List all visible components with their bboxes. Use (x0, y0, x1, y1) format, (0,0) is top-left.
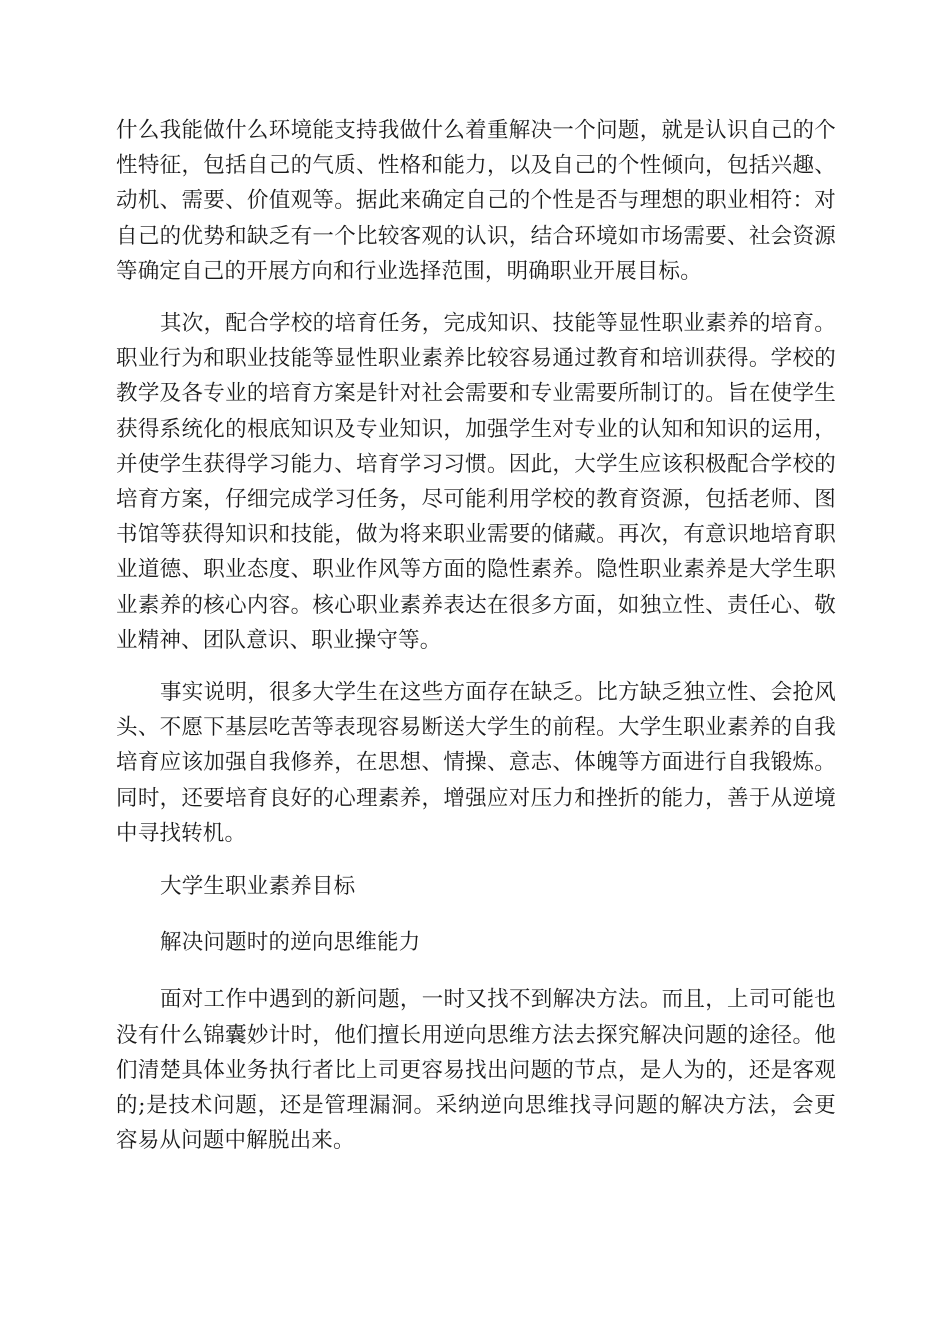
section-heading-reverse-thinking: 解决问题时的逆向思维能力 (160, 930, 421, 956)
paragraph-reverse-thinking: 面对工作中遇到的新问题，一时又找不到解决方法。而且，上司可能也没有什么锦囊妙计时，他们擅长用逆向思维方法去探究解决问题的途径。他们清楚具体业务执行者比上司更容易找出问题的节点，是人为的，还是客观的;是技术问题，还是管理漏洞。采纳逆向思维找寻问题的解决方法，会更容易从问题中解脱出来。 (116, 987, 836, 1154)
paragraph-personality: 什么我能做什么环境能支持我做什么着重解决一个问题，就是认识自己的个性特征，包括自己的气质、性格和能力，以及自己的个性倾向，包括兴趣、动机、需要、价值观等。据此来确定自己的个性是否与理想的职业相符：对自己的优势和缺乏有一个比较客观的认识，结合环境如市场需要、社会资源等确定自己的开展方向和行业选择范围，明确职业开展目标。 (116, 118, 836, 284)
paragraph-explicit-qualities: 其次，配合学校的培育任务，完成知识、技能等显性职业素养的培育。职业行为和职业技能等显性职业素养比较容易通过教育和培训获得。学校的教学及各专业的培育方案是针对社会需要和专业需要所制订的。旨在使学生获得系统化的根底知识及专业知识，加强学生对专业的认知和知识的运用，并使学生获得学习能力、培育学习习惯。因此，大学生应该积极配合学校的培育方案，仔细完成学习任务，尽可能利用学校的教育资源，包括老师、图书馆等获得知识和技能，做为将来职业需要的储藏。再次，有意识地培育职业道德、职业态度、职业作风等方面的隐性素养。隐性职业素养是大学生职业素养的核心内容。核心职业素养表达在很多方面，如独立性、责任心、敬业精神、团队意识、职业操守等。 (116, 311, 836, 653)
paragraph-self-cultivation: 事实说明，很多大学生在这些方面存在缺乏。比方缺乏独立性、会抢风头、不愿下基层吃苦等表现容易断送大学生的前程。大学生职业素养的自我培育应该加强自我修养，在思想、情操、意志、体魄等方面进行自我锻炼。同时，还要培育良好的心理素养，增强应对压力和挫折的能力，善于从逆境中寻找转机。 (116, 680, 836, 846)
section-heading-goals: 大学生职业素养目标 (160, 874, 356, 900)
document-body (116, 113, 836, 1158)
